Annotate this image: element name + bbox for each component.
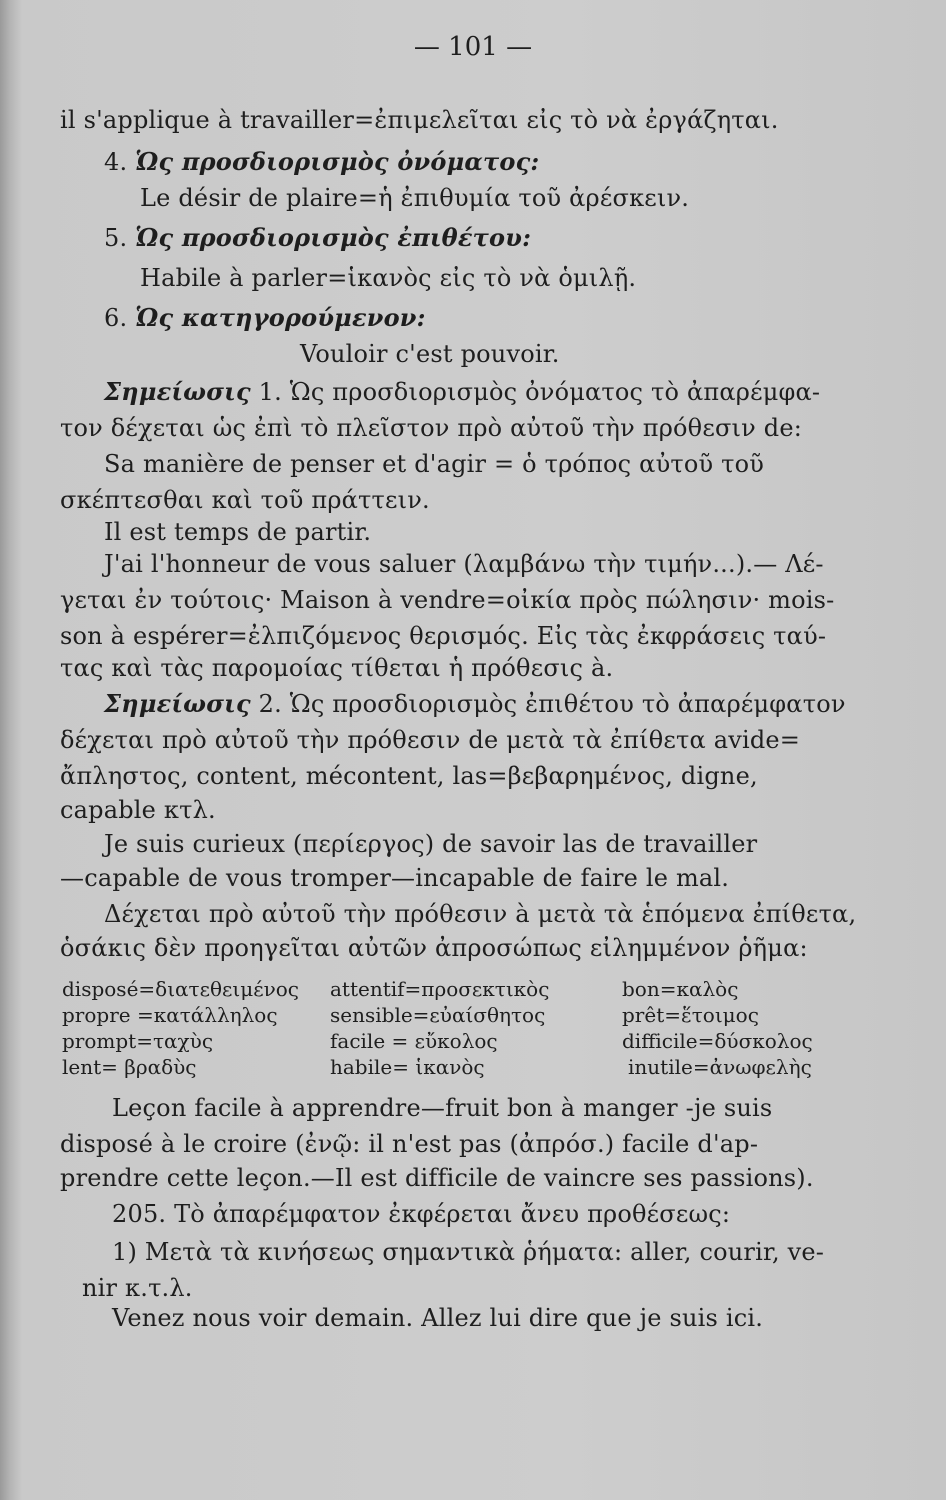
text-line: ὁσάκις δὲν προηγεῖται αὐτῶν ἀπροσώπως εἰλημμένον ῥῆμα:: [60, 934, 808, 962]
vocab-cell: bon=καλὸς: [622, 977, 739, 1001]
vocab-cell: inutile=ἀνωφελὴς: [628, 1055, 812, 1079]
page-number: — 101 —: [413, 32, 533, 62]
vocab-table: [62, 976, 842, 1080]
example-line: Leçon facile à apprendre—fruit bon à manger -je suis: [112, 1094, 773, 1122]
vocab-row: [62, 1028, 842, 1054]
example-line: Il est temps de partir.: [104, 518, 372, 546]
vocab-cell: sensible=εὐαίσθητος: [330, 1003, 546, 1027]
text-line: J'ai l'honneur de vous saluer (λαμβάνω τὴν τιμήν...).— Λέ-: [104, 550, 824, 578]
note-text: 2. Ὡς προσδιορισμὸς ἐπιθέτου τὸ ἀπαρέμφατον: [258, 690, 846, 718]
example-line: Je suis curieux (περίεργος) de savoir las de travailler: [104, 830, 758, 858]
heading-label: Ὡς προσδιορισμὸς ὀνόματος:: [135, 147, 540, 176]
example-line: Venez nous voir demain. Allez lui dire que je suis ici.: [112, 1304, 764, 1332]
example-line: —capable de vous tromper—incapable de faire le mal.: [60, 864, 730, 892]
text-line: son à espérer=ἐλπιζόμενος θερισμός. Εἰς τὰς ἐκφράσεις ταύ-: [60, 622, 827, 650]
note-label: Σημείωσις: [104, 377, 251, 406]
section-number: 5.: [104, 224, 128, 252]
section-heading: [104, 222, 531, 254]
note-label: Σημείωσις: [104, 689, 251, 718]
text-line: Sa manière de penser et d'agir = ὁ τρόπος αὐτοῦ τοῦ: [104, 450, 765, 478]
vocab-row: [62, 1054, 842, 1080]
note-text: 1. Ὡς προσδιορισμὸς ὀνόματος τὸ ἀπαρέμφα-: [258, 378, 821, 406]
vocab-cell: attentif=προσεκτικὸς: [330, 977, 550, 1001]
example-line: Vouloir c'est pouvoir.: [300, 340, 560, 368]
heading-label: Ὡς προσδιορισμὸς ἐπιθέτου:: [135, 223, 532, 252]
note-line: [104, 376, 820, 408]
vocab-cell: disposé=διατεθειμένος: [62, 977, 299, 1001]
vocab-cell: difficile=δύσκολος: [622, 1029, 813, 1053]
text-line: nir κ.τ.λ.: [82, 1274, 193, 1302]
vocab-cell: habile= ἱκανὸς: [330, 1055, 485, 1079]
example-line: prendre cette leçon.—Il est difficile de vaincre ses passions).: [60, 1164, 814, 1192]
section-line: 205. Τὸ ἀπαρέμφατον ἐκφέρεται ἄνευ προθέσεως:: [112, 1200, 731, 1228]
vocab-row: [62, 1002, 842, 1028]
example-line: Le désir de plaire=ἡ ἐπιθυμία τοῦ ἀρέσκειν.: [140, 184, 690, 212]
section-number: 4.: [104, 148, 128, 176]
section-heading: [104, 302, 426, 334]
section-number: 6.: [104, 304, 128, 332]
vocab-cell: prompt=ταχὺς: [62, 1029, 214, 1053]
text-line: τας καὶ τὰς παρομοίας τίθεται ἡ πρόθεσις à.: [60, 654, 614, 682]
text-line: il s'applique à travailler=ἐπιμελεῖται εἰς τὸ νὰ ἐργάζηται.: [60, 106, 779, 134]
text-line: τον δέχεται ὡς ἐπὶ τὸ πλεῖστον πρὸ αὐτοῦ τὴν πρόθεσιν de:: [60, 414, 803, 442]
example-line: disposé à le croire (ἐνῷ: il n'est pas (ἀπρόσ.) facile d'ap-: [60, 1130, 759, 1158]
example-line: Habile à parler=ἱκανὸς εἰς τὸ νὰ ὁμιλῇ.: [140, 264, 637, 292]
text-line: capable κτλ.: [60, 796, 216, 824]
text-line: δέχεται πρὸ αὐτοῦ τὴν πρόθεσιν de μετὰ τὰ ἐπίθετα avide=: [60, 726, 801, 754]
text-line: 1) Μετὰ τὰ κινήσεως σημαντικὰ ῥήματα: aller, courir, ve-: [112, 1238, 825, 1266]
text-line: γεται ἐν τούτοις· Maison à vendre=οἰκία πρὸς πώλησιν· mois-: [60, 586, 835, 614]
section-heading: [104, 146, 539, 178]
vocab-cell: lent= βραδὺς: [62, 1055, 197, 1079]
text-line: ἄπληστος, content, mécontent, las=βεβαρημένος, digne,: [60, 762, 758, 790]
note-line: [104, 688, 846, 720]
vocab-row: [62, 976, 842, 1002]
vocab-cell: facile = εὔκολος: [330, 1029, 498, 1053]
heading-label: Ὡς κατηγορούμενον:: [135, 303, 426, 332]
vocab-cell: prêt=ἕτοιμος: [622, 1003, 759, 1027]
text-line: Δέχεται πρὸ αὐτοῦ τὴν πρόθεσιν à μετὰ τὰ ἑπόμενα ἐπίθετα,: [104, 900, 857, 928]
text-line: σκέπτεσθαι καὶ τοῦ πράττειν.: [60, 486, 430, 514]
vocab-cell: propre =κατάλληλος: [62, 1003, 278, 1027]
